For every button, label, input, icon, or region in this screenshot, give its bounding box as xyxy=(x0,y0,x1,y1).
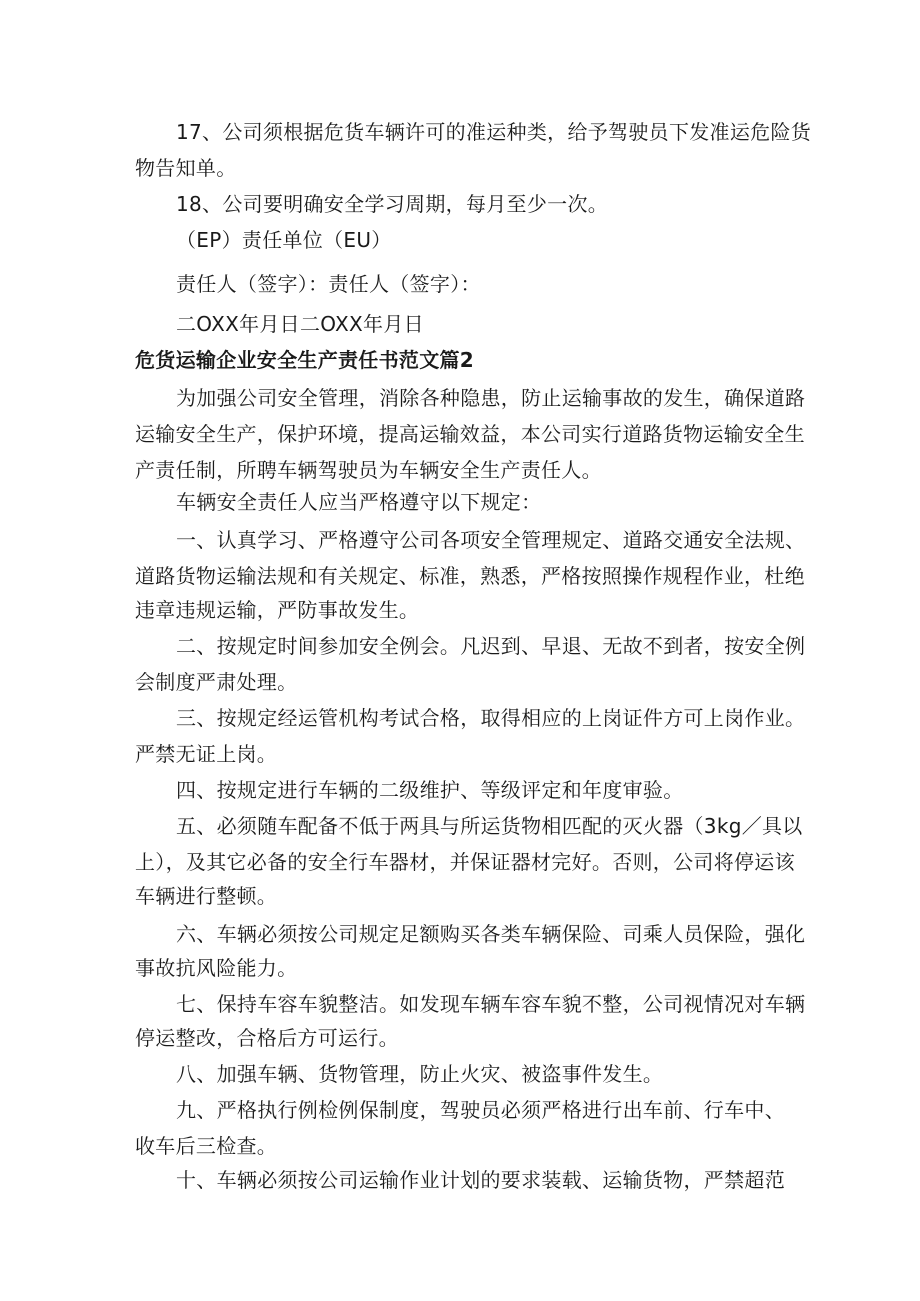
rule-5-line-2: 上），及其它必备的安全行车器材，并保证器材完好。否则，公司将停运该 xyxy=(135,850,795,874)
rules-intro: 车辆安全责任人应当严格遵守以下规定： xyxy=(176,490,542,514)
paragraph-17-line-2: 物告知单。 xyxy=(135,156,237,180)
rule-3-line-1: 三、按规定经运管机构考试合格，取得相应的上岗证件方可上岗作业。 xyxy=(176,706,806,730)
intro-line-3: 产责任制，所聘车辆驾驶员为车辆安全生产责任人。 xyxy=(135,458,602,482)
rule-2-line-2: 会制度严肃处理。 xyxy=(135,670,298,694)
intro-line-2: 运输安全生产，保护环境，提高运输效益，本公司实行道路货物运输安全生 xyxy=(135,422,805,446)
rule-8: 八、加强车辆、货物管理，防止火灾、被盗事件发生。 xyxy=(176,1062,664,1086)
rule-10-line-1: 十、车辆必须按公司运输作业计划的要求装载、运输货物，严禁超范 xyxy=(176,1168,785,1192)
rule-5-line-1: 五、必须随车配备不低于两具与所运货物相匹配的灭火器（3kg／具以 xyxy=(176,814,803,838)
date-line: 二OXX年月日二OXX年月日 xyxy=(176,312,424,336)
responsible-units: （EP）责任单位（EU） xyxy=(176,228,392,252)
rule-4: 四、按规定进行车辆的二级维护、等级评定和年度审验。 xyxy=(176,778,684,802)
paragraph-18: 18、公司要明确安全学习周期，每月至少一次。 xyxy=(176,192,609,216)
rule-3-line-2: 严禁无证上岗。 xyxy=(135,742,278,766)
rule-2-line-1: 二、按规定时间参加安全例会。凡迟到、早退、无故不到者，按安全例 xyxy=(176,634,806,658)
paragraph-17-line-1: 17、公司须根据危货车辆许可的准运种类，给予驾驶员下发准运危险货 xyxy=(176,120,812,144)
rule-1-line-2: 道路货物运输法规和有关规定、标准，熟悉，严格按照操作规程作业，杜绝 xyxy=(135,564,805,588)
rule-5-line-3: 车辆进行整顿。 xyxy=(135,884,278,908)
rule-1-line-1: 一、认真学习、严格遵守公司各项安全管理规定、道路交通安全法规、 xyxy=(176,528,806,552)
rule-1-line-3: 违章违规运输，严防事故发生。 xyxy=(135,598,420,622)
rule-9-line-1: 九、严格执行例检例保制度，驾驶员必须严格进行出车前、行车中、 xyxy=(176,1098,785,1122)
signature-line: 责任人（签字）：责任人（签字）： xyxy=(176,272,481,296)
section-heading: 危货运输企业安全生产责任书范文篇2 xyxy=(135,348,475,372)
rule-6-line-2: 事故抗风险能力。 xyxy=(135,956,298,980)
rule-7-line-2: 停运整改，合格后方可运行。 xyxy=(135,1026,399,1050)
rule-9-line-2: 收车后三检查。 xyxy=(135,1134,278,1158)
intro-line-1: 为加强公司安全管理，消除各种隐患，防止运输事故的发生，确保道路 xyxy=(176,386,806,410)
rule-7-line-1: 七、保持车容车貌整洁。如发现车辆车容车貌不整，公司视情况对车辆 xyxy=(176,992,806,1016)
rule-6-line-1: 六、车辆必须按公司规定足额购买各类车辆保险、司乘人员保险，强化 xyxy=(176,922,806,946)
